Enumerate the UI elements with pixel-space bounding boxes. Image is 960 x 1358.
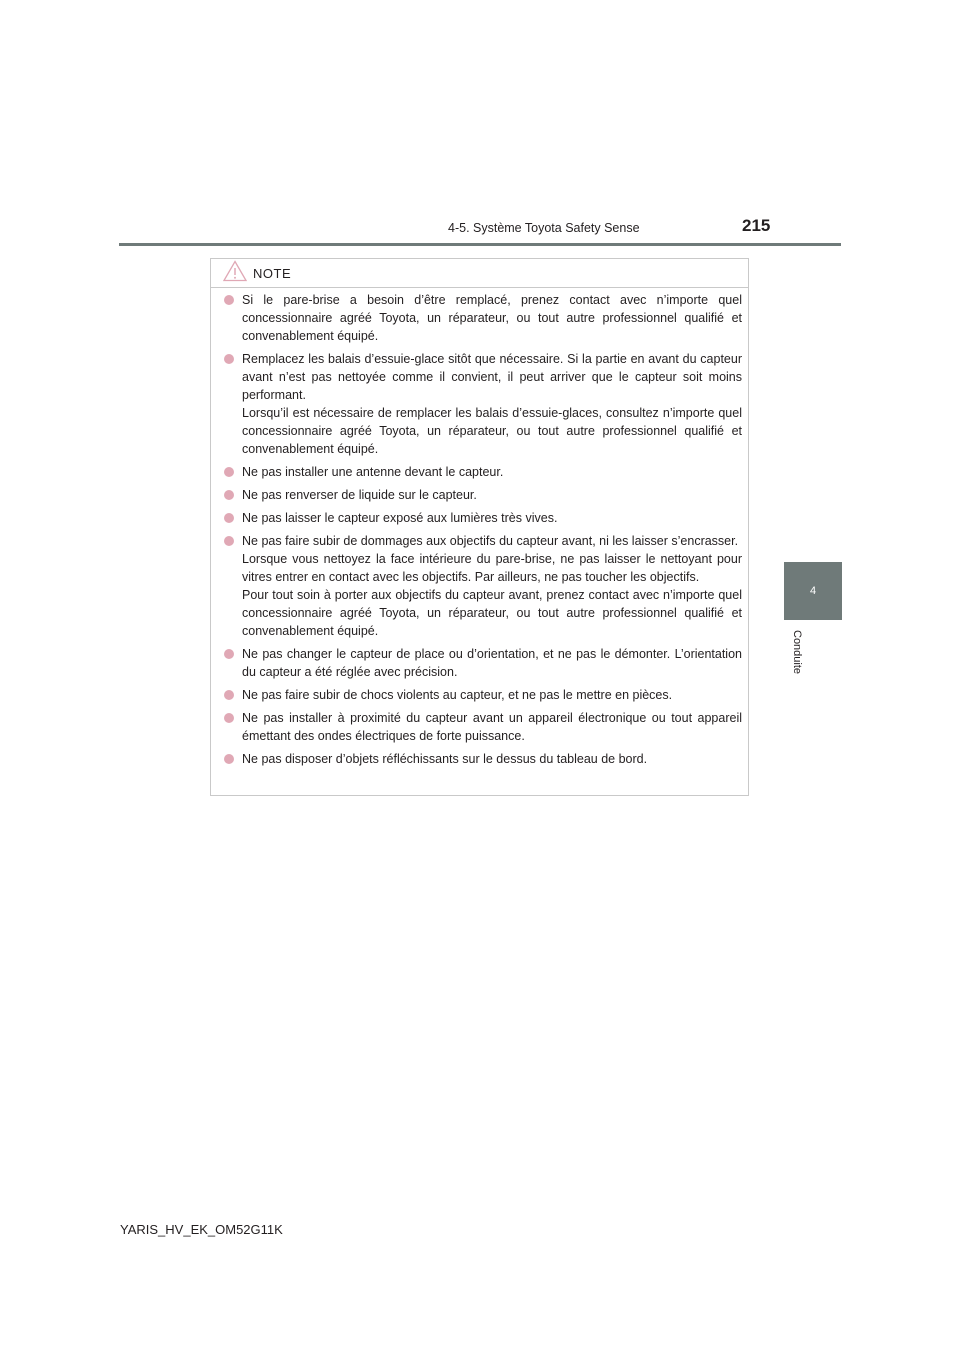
note-item-text: Ne pas faire subir de dommages aux objectifs du capteur avant, ni les laisser s’encrasser. [242,534,739,548]
warning-triangle-icon [223,260,247,287]
note-item [223,486,742,504]
note-item-text: Ne pas faire subir de chocs violents au capteur, et ne pas le mettre en pièces. [242,688,673,702]
note-item-text: Ne pas installer à proximité du capteur avant un appareil électronique ou tout appareil émettant des ondes électriques de forte puissance. [242,711,742,743]
note-item [223,709,742,745]
note-item-text: Ne pas renverser de liquide sur le capteur. [242,488,477,502]
bullet-icon [224,490,234,500]
note-item-text: Lorsqu’il est nécessaire de remplacer les balais d’essuie-glaces, consultez n’importe quel concessionnaire agréé Toyota, un réparateur, ou tout autre professionnel qualifié et convenablement équipé. [242,406,742,456]
note-title-text: NOTE [253,265,292,281]
note-item-text: Remplacez les balais d’essuie-glace sitôt que nécessaire. Si la partie en avant du capteur avant n’est pas nettoyée comme il convient, il peut arriver que le capteur soit moins performant. [242,352,742,402]
chapter-number: 4 [809,585,817,597]
note-list [223,291,742,773]
note-item [223,291,742,345]
document-code: YARIS_HV_EK_OM52G11K [120,1222,283,1237]
note-item [223,686,742,704]
bullet-icon [224,536,234,546]
header-rule [119,243,841,246]
chapter-label: Conduite [791,630,803,675]
note-item-text: Ne pas changer le capteur de place ou d’orientation, et ne pas le démonter. L’orientation du capteur a été réglée avec précision. [242,647,742,679]
bullet-icon [224,713,234,723]
note-item [223,750,742,768]
note-item [223,350,742,458]
note-item-text: Pour tout soin à porter aux objectifs du capteur avant, prenez contact avec n’importe quel concessionnaire agréé Toyota, un réparateur, ou tout autre professionnel qualifié et convenablement équipé. [242,588,742,638]
note-item [223,509,742,527]
note-item-text: Si le pare-brise a besoin d’être remplacé, prenez contact avec n’importe quel concessionnaire agréé Toyota, un réparateur, ou tout autre professionnel qualifié et convenablement équipé. [242,293,742,343]
page-header-section: 4-5. Système Toyota Safety Sense [448,221,640,235]
bullet-icon [224,649,234,659]
bullet-icon [224,690,234,700]
bullet-icon [224,513,234,523]
note-item [223,463,742,481]
note-item [223,645,742,681]
note-item-text: Ne pas installer une antenne devant le capteur. [242,465,504,479]
note-item [223,532,742,640]
bullet-icon [224,295,234,305]
note-item-text: Lorsque vous nettoyez la face intérieure du pare-brise, ne pas laisser le nettoyant pour vitres entrer en contact avec les objectifs. Par ailleurs, ne pas toucher les objectifs. [242,552,742,584]
chapter-tab[interactable] [784,562,842,620]
bullet-icon [224,354,234,364]
bullet-icon [224,754,234,764]
note-item-text: Ne pas disposer d’objets réfléchissants sur le dessus du tableau de bord. [242,752,648,766]
bullet-icon [224,467,234,477]
note-item-text: Ne pas laisser le capteur exposé aux lumières très vives. [242,511,558,525]
note-title-rule [211,287,748,288]
note-box [210,258,749,796]
note-title [223,259,291,287]
page-number: 215 [742,216,771,235]
